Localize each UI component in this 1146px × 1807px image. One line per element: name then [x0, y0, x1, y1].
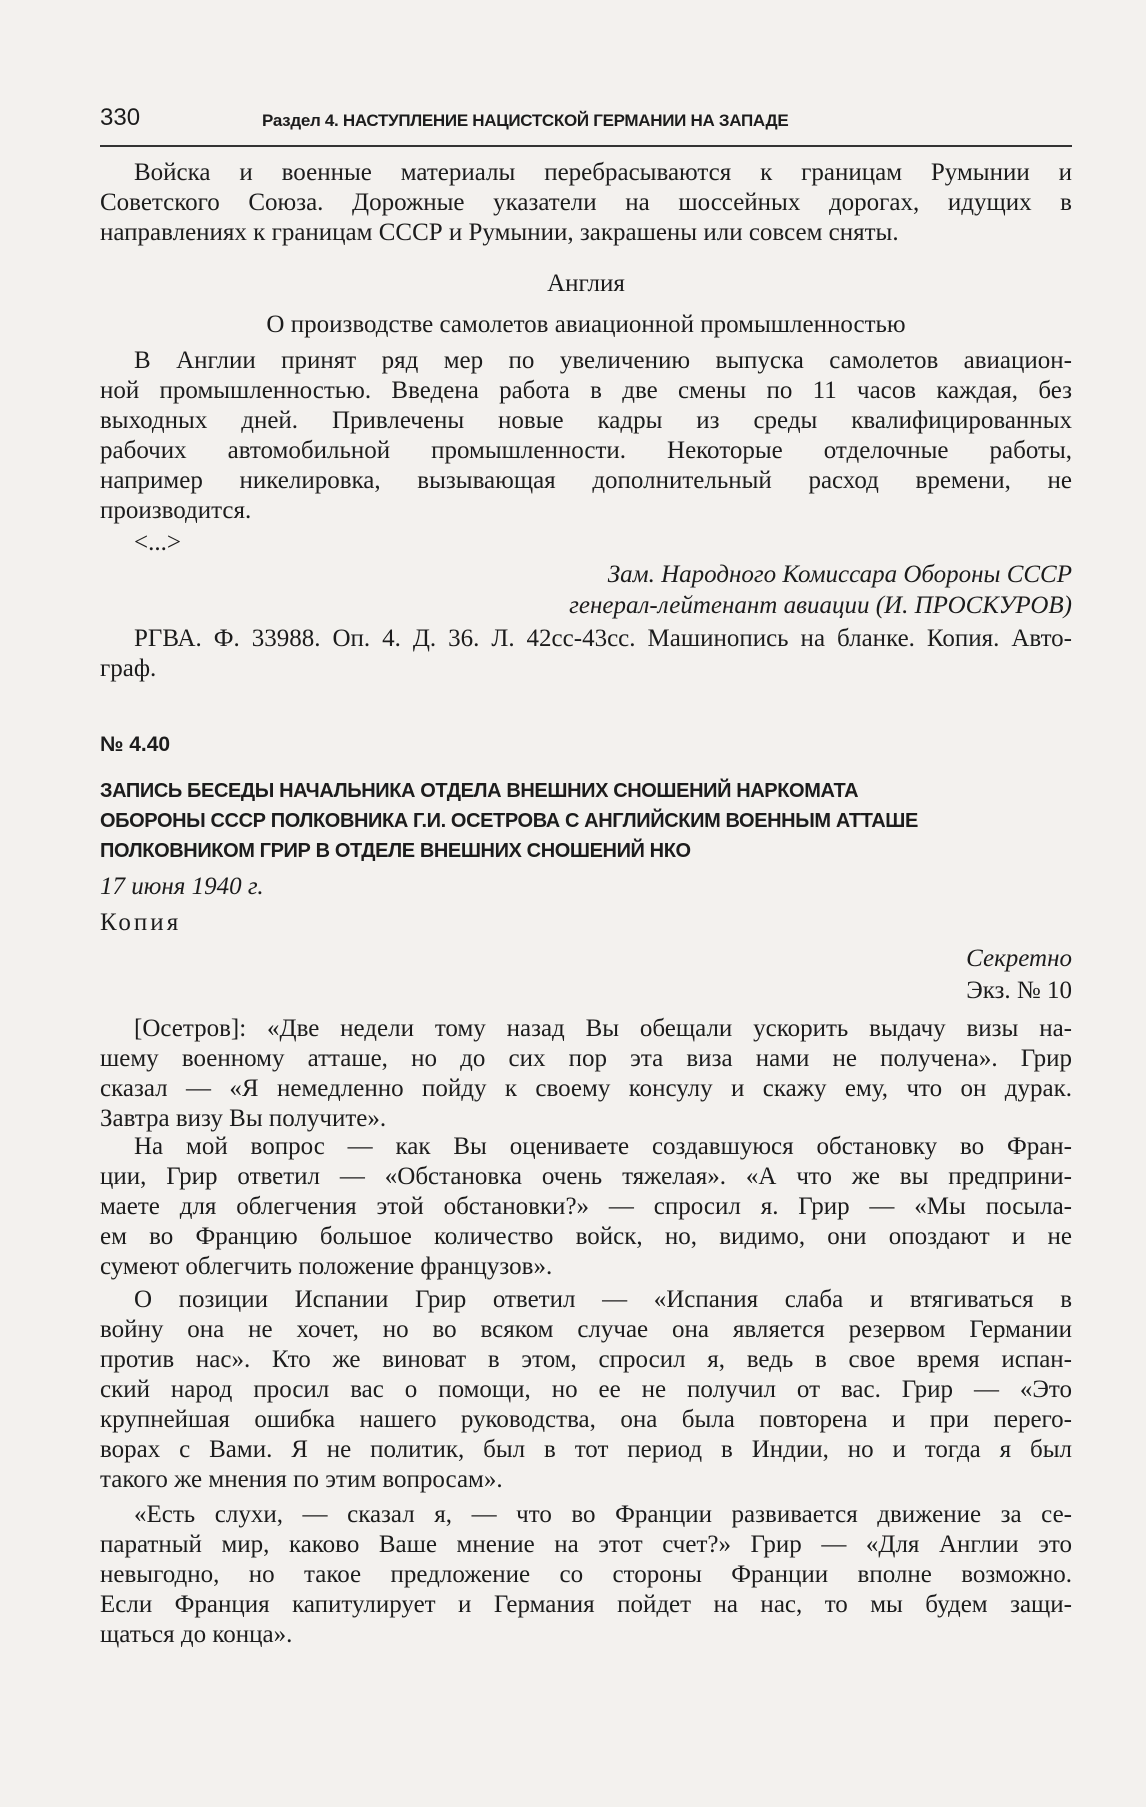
running-header: Раздел 4. НАСТУПЛЕНИЕ НАЦИСТСКОЙ ГЕРМАНИИ НА ЗАПАДЕ	[262, 111, 789, 130]
paragraph-line: паратный мир, каково Ваше мнение на этот счет?» Грир — «Для Англии это	[100, 1531, 1072, 1558]
paragraph-line: войну она не хочет, но во всяком случае она является резервом Германии	[100, 1316, 1072, 1343]
paragraph	[100, 346, 1072, 526]
paragraph-line: сказал — «Я немедленно пойду к своему консулу и скажу ему, что он дурак.	[100, 1075, 1072, 1102]
archive-reference	[100, 624, 1072, 684]
signature-name: генерал-лейтенант авиации (И. ПРОСКУРОВ)	[569, 592, 1072, 619]
paragraph	[100, 1014, 1072, 1134]
header-divider	[100, 145, 1072, 147]
signature-title: Зам. Народного Комиссара Обороны СССР	[607, 561, 1072, 588]
paragraph-line: шему военному атташе, но до сих пор эта виза нами не получена». Грир	[100, 1045, 1072, 1072]
paragraph-line: рабочих автомобильной промышленности. Некоторые отделочные работы,	[100, 437, 1072, 464]
copy-label: Копия	[100, 909, 182, 936]
document-number: № 4.40	[100, 733, 171, 756]
paragraph-line: ной промышленностью. Введена работа в две смены по 11 часов каждая, без	[100, 377, 1072, 404]
paragraph-line: [Осетров]: «Две недели тому назад Вы обещали ускорить выдачу визы на-	[134, 1015, 1072, 1042]
paragraph-line: ем во Францию большое количество войск, но, видимо, они опоздают и не	[100, 1223, 1072, 1250]
paragraph-line: направлениях к границам СССР и Румынии, закрашены или совсем сняты.	[100, 219, 899, 246]
paragraph	[100, 1132, 1072, 1282]
document-title	[100, 776, 1072, 866]
classification: Секретно	[966, 945, 1072, 972]
paragraph-line: Войска и военные материалы перебрасываются к границам Румынии и	[134, 159, 1072, 186]
paragraph-line: щаться до конца».	[100, 1621, 293, 1648]
document-title-line: ОБОРОНЫ СССР ПОЛКОВНИКА Г.И. ОСЕТРОВА С АНГЛИЙСКИМ ВОЕННЫМ АТТАШЕ	[100, 810, 918, 832]
paragraph-line: крупнейшая ошибка нашего руководства, она была повторена и при перего-	[100, 1406, 1072, 1433]
document-title-line: ЗАПИСЬ БЕСЕДЫ НАЧАЛЬНИКА ОТДЕЛА ВНЕШНИХ СНОШЕНИЙ НАРКОМАТА	[100, 780, 859, 802]
paragraph	[100, 1285, 1072, 1495]
paragraph-line: ворах с Вами. Я не политик, был в тот период в Индии, но и тогда я был	[100, 1436, 1072, 1463]
paragraph	[100, 158, 1072, 248]
paragraph-line: Если Франция капитулирует и Германия пойдет на нас, то мы будем защи-	[100, 1591, 1072, 1618]
copy-number: Экз. № 10	[966, 977, 1072, 1004]
paragraph-line: граф.	[100, 655, 157, 682]
paragraph-line: выходных дней. Привлечены новые кадры из среды квалифицированных	[100, 407, 1072, 434]
document-title-line: ПОЛКОВНИКОМ ГРИР В ОТДЕЛЕ ВНЕШНИХ СНОШЕНИЙ НКО	[100, 840, 691, 862]
paragraph-line: В Англии принят ряд мер по увеличению выпуска самолетов авиацион-	[134, 347, 1072, 374]
page-number: 330	[100, 104, 141, 131]
country-heading: Англия	[547, 270, 625, 297]
omission-mark: <...>	[134, 529, 181, 556]
document-date: 17 июня 1940 г.	[100, 873, 264, 900]
paragraph-line: ции, Грир ответил — «Обстановка очень тяжелая». «А что же вы предприни-	[100, 1163, 1072, 1190]
paragraph	[100, 1500, 1072, 1650]
paragraph-line: например никелировка, вызывающая дополнительный расход времени, не	[100, 467, 1072, 494]
paragraph-line: производится.	[100, 497, 252, 524]
paragraph-line: Советского Союза. Дорожные указатели на шоссейных дорогах, идущих в	[100, 189, 1072, 216]
paragraph-line: против нас». Кто же виноват в этом, спросил я, ведь в свое время испан-	[100, 1346, 1072, 1373]
paragraph-line: маете для облегчения этой обстановки?» — спросил я. Грир — «Мы посыла-	[100, 1193, 1072, 1220]
paragraph-line: ский народ просил вас о помощи, но ее не получил от вас. Грир — «Это	[100, 1376, 1072, 1403]
paragraph-line: такого же мнения по этим вопросам».	[100, 1466, 503, 1493]
paragraph-line: «Есть слухи, — сказал я, — что во Франции развивается движение за се-	[134, 1501, 1072, 1528]
paragraph-line: невыгодно, но такое предложение со стороны Франции вполне возможно.	[100, 1561, 1072, 1588]
paragraph-line: Завтра визу Вы получите».	[100, 1105, 387, 1132]
paragraph-line: О позиции Испании Грир ответил — «Испания слаба и втягиваться в	[134, 1286, 1072, 1313]
paragraph-line: РГВА. Ф. 33988. Оп. 4. Д. 36. Л. 42сс-43сс. Машинопись на бланке. Копия. Авто-	[134, 625, 1072, 652]
report-subheading: О производстве самолетов авиационной промышленностью	[266, 311, 906, 338]
paragraph-line: сумеют облегчить положение французов».	[100, 1253, 553, 1280]
paragraph-line: На мой вопрос — как Вы оцениваете создавшуюся обстановку во Фран-	[134, 1133, 1072, 1160]
